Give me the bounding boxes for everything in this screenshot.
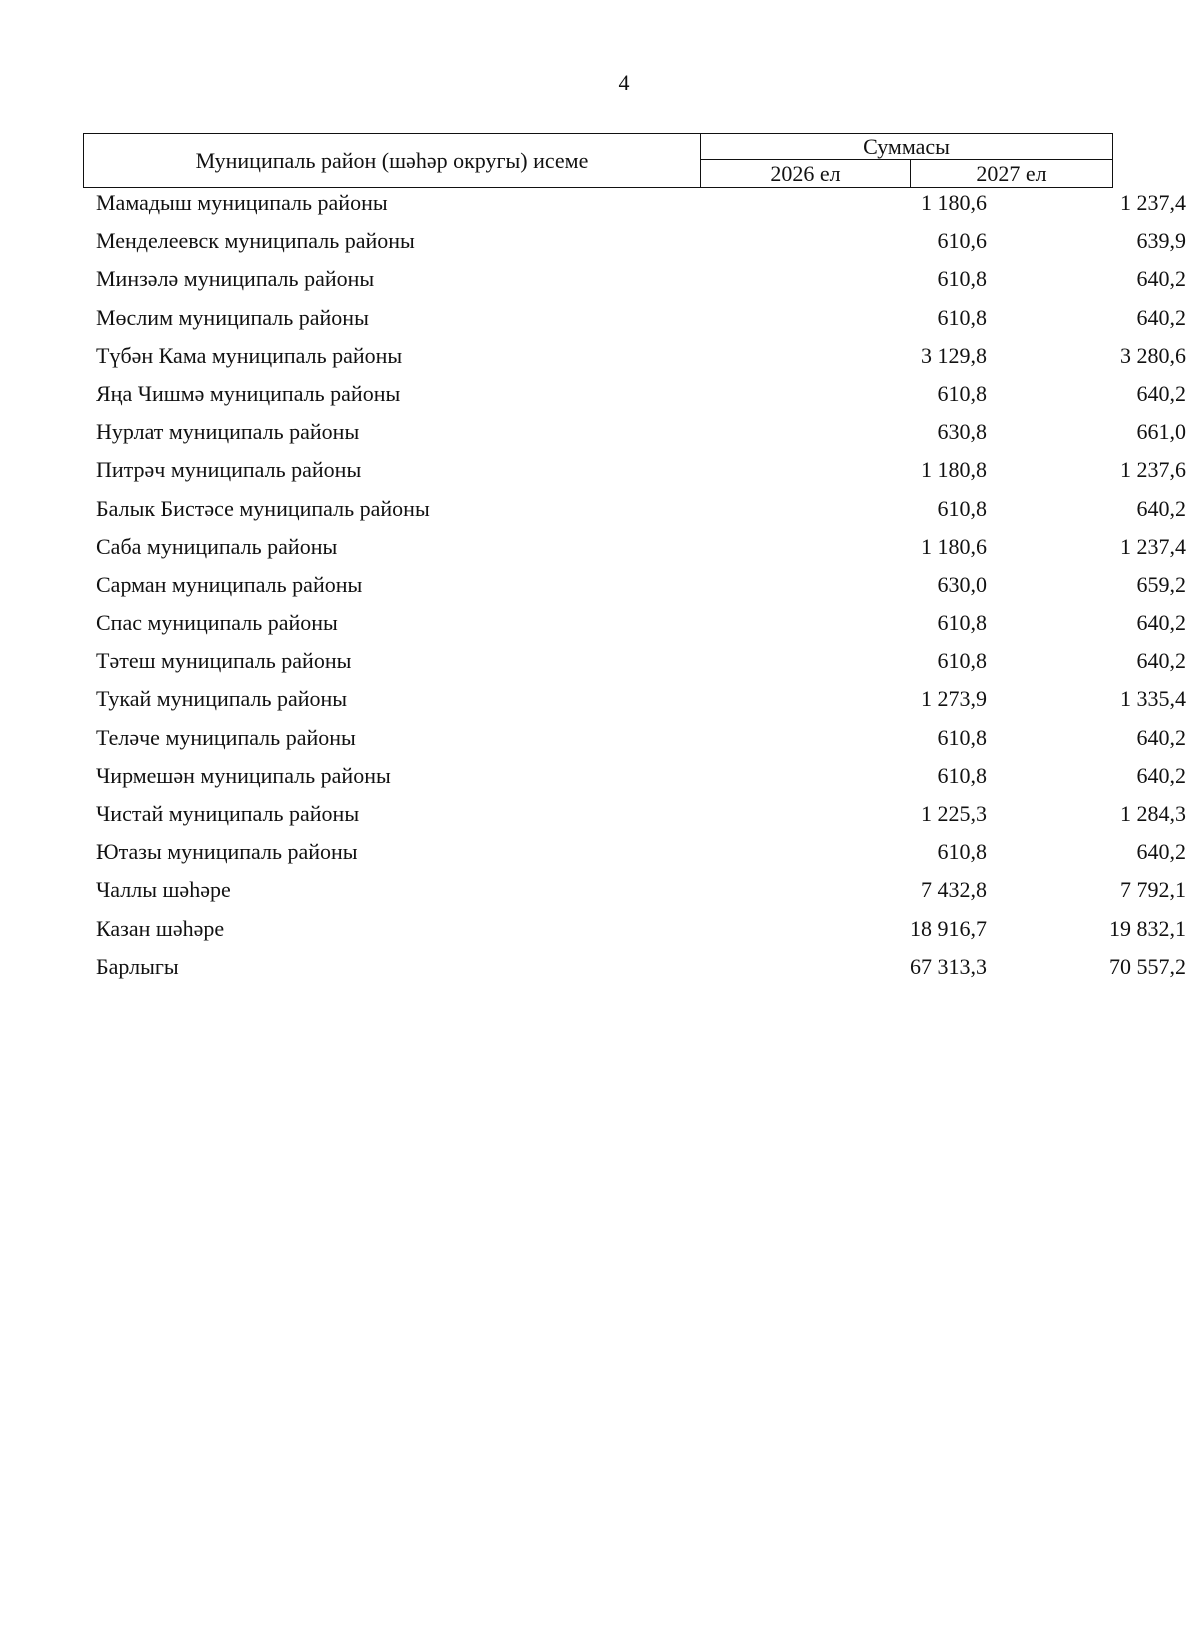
row-value-2026: 610,8 (937, 839, 987, 865)
row-value-2026: 1 273,9 (921, 686, 987, 712)
row-value-2026: 1 180,6 (921, 533, 987, 559)
row-value-2027: 1 284,3 (1120, 801, 1186, 826)
column-header-sums: Суммасы (701, 134, 1112, 160)
row-name: Чаллы шәһәре (96, 877, 231, 903)
column-header-name: Муниципаль район (шәһәр округы) исеме (84, 134, 701, 187)
row-value-2026: 610,8 (937, 304, 987, 330)
row-name: Питрәч муниципаль районы (96, 457, 362, 483)
table-row (83, 608, 1186, 646)
row-name: Саба муниципаль районы (96, 533, 338, 559)
page-number: 4 (618, 70, 630, 95)
row-value-2026: 3 129,8 (921, 342, 987, 368)
table-row (83, 417, 1186, 455)
table-row (83, 761, 1186, 799)
row-value-2026: 1 225,3 (921, 801, 987, 826)
row-value-2026: 610,8 (937, 495, 987, 521)
row-value-2027: 19 832,1 (1109, 915, 1186, 941)
table-row (83, 532, 1186, 570)
row-value-2027: 661,0 (1136, 419, 1186, 445)
row-name: Барлыгы (96, 953, 179, 979)
table-row (83, 723, 1186, 761)
row-value-2026: 610,6 (937, 228, 987, 254)
row-name: Нурлат муниципаль районы (96, 419, 360, 445)
row-value-2027: 640,2 (1136, 266, 1186, 292)
row-value-2027: 7 792,1 (1120, 877, 1186, 903)
table-row (83, 341, 1186, 379)
row-name: Тәтеш муниципаль районы (96, 648, 352, 674)
row-value-2027: 640,2 (1136, 610, 1186, 636)
row-value-2027: 640,2 (1136, 724, 1186, 750)
table-row (83, 914, 1186, 952)
table-row (83, 684, 1186, 722)
table-row (83, 646, 1186, 684)
table-row (83, 494, 1186, 532)
row-value-2027: 640,2 (1136, 304, 1186, 330)
table-row-total (83, 952, 1186, 990)
row-value-2027: 639,9 (1136, 228, 1186, 254)
table-row (83, 379, 1186, 417)
row-name: Ютазы муниципаль районы (96, 839, 358, 865)
row-value-2026: 610,8 (937, 724, 987, 750)
row-value-2027: 640,2 (1136, 648, 1186, 674)
row-value-2027: 3 280,6 (1120, 342, 1186, 368)
row-value-2026: 7 432,8 (921, 877, 987, 903)
table-row (83, 570, 1186, 608)
row-value-2027: 640,2 (1136, 839, 1186, 865)
row-name: Түбән Кама муниципаль районы (96, 342, 403, 368)
table-row (83, 837, 1186, 875)
row-value-2026: 610,8 (937, 266, 987, 292)
row-name: Мамадыш муниципаль районы (96, 190, 388, 215)
row-value-2026: 610,8 (937, 648, 987, 674)
row-value-2027: 1 237,6 (1120, 457, 1186, 483)
row-name: Чирмешән муниципаль районы (96, 762, 391, 788)
row-value-2026: 610,8 (937, 762, 987, 788)
row-name: Менделеевск муниципаль районы (96, 228, 415, 254)
row-name: Тукай муниципаль районы (96, 686, 348, 712)
table-row (83, 455, 1186, 493)
row-name: Мөслим муниципаль районы (96, 304, 369, 330)
column-header-year-2027: 2027 ел (976, 161, 1047, 186)
row-name: Чистай муниципаль районы (96, 801, 360, 826)
row-value-2026: 610,8 (937, 610, 987, 636)
row-value-2026: 18 916,7 (910, 915, 987, 941)
row-value-2027: 1 237,4 (1120, 190, 1186, 215)
row-value-2027: 1 335,4 (1120, 686, 1186, 712)
row-value-2026: 67 313,3 (910, 953, 987, 979)
row-value-2026: 610,8 (937, 380, 987, 406)
row-name: Казан шәһәре (96, 915, 225, 941)
row-value-2027: 659,2 (1136, 571, 1186, 597)
table-row (83, 264, 1186, 302)
row-value-2026: 1 180,6 (921, 190, 987, 215)
row-value-2026: 630,8 (937, 419, 987, 445)
table-row (83, 188, 1186, 226)
table-body (83, 188, 1186, 990)
row-name: Яңа Чишмә муниципаль районы (96, 380, 401, 406)
row-value-2027: 640,2 (1136, 495, 1186, 521)
table-row (83, 303, 1186, 341)
table-row (83, 799, 1186, 837)
row-value-2026: 1 180,8 (921, 457, 987, 483)
row-value-2027: 70 557,2 (1109, 953, 1186, 979)
row-name: Минзәлә муниципаль районы (96, 266, 375, 292)
row-value-2026: 630,0 (937, 571, 987, 597)
row-name: Сарман муниципаль районы (96, 571, 363, 597)
row-value-2027: 640,2 (1136, 762, 1186, 788)
row-value-2027: 640,2 (1136, 380, 1186, 406)
column-header-year-2026: 2026 ел (701, 160, 911, 187)
row-name: Балык Бистәсе муниципаль районы (96, 495, 430, 521)
table-header (83, 133, 1113, 188)
row-value-2027: 1 237,4 (1120, 533, 1186, 559)
row-name: Спас муниципаль районы (96, 610, 338, 636)
table-row (83, 226, 1186, 264)
table-row (83, 875, 1186, 913)
row-name: Теләче муниципаль районы (96, 724, 356, 750)
